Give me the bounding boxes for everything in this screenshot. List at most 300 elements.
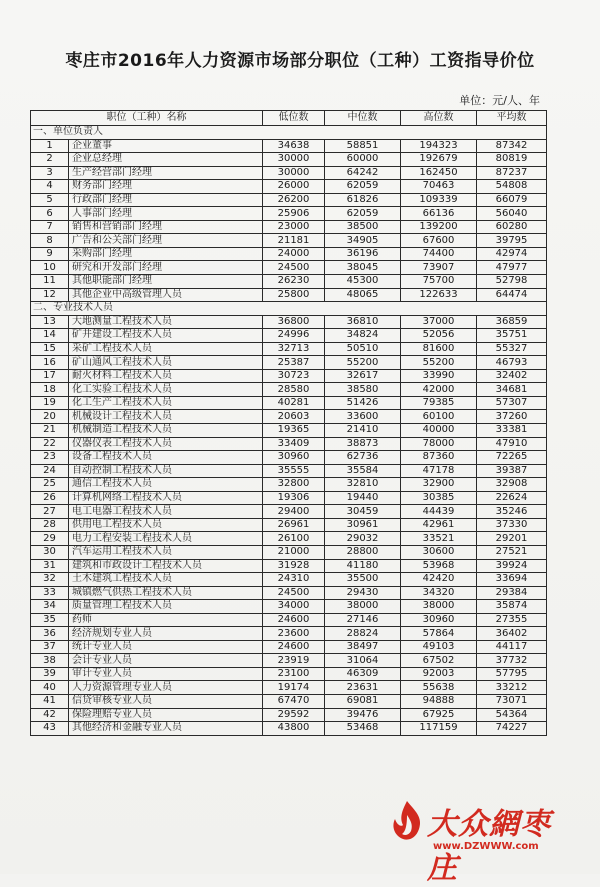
job-name: 化工实验工程技术人员: [69, 383, 263, 397]
row-index: 42: [31, 708, 69, 722]
low-value: 24000: [263, 247, 325, 261]
mid-value: 62059: [325, 207, 401, 221]
row-index: 30: [31, 545, 69, 559]
table-row: [31, 681, 547, 695]
row-index: 13: [31, 315, 69, 329]
table-row: [31, 722, 547, 736]
low-value: 26200: [263, 193, 325, 207]
row-index: 18: [31, 383, 69, 397]
row-index: 14: [31, 329, 69, 343]
table-row: [31, 545, 547, 559]
job-name: 土木建筑工程技术人员: [69, 573, 263, 587]
job-name: 人力资源管理专业人员: [69, 681, 263, 695]
table-row: [31, 261, 547, 275]
high-value: 47178: [401, 464, 477, 478]
row-index: 2: [31, 153, 69, 167]
avg-value: 35246: [477, 505, 547, 519]
avg-value: 37330: [477, 518, 547, 532]
header-job-name: 职位（工种）名称: [31, 111, 263, 126]
low-value: 24600: [263, 613, 325, 627]
mid-value: 64242: [325, 166, 401, 180]
low-value: 19365: [263, 424, 325, 438]
low-value: 30000: [263, 166, 325, 180]
table-row: [31, 613, 547, 627]
row-index: 33: [31, 586, 69, 600]
high-value: 60100: [401, 410, 477, 424]
low-value: 34000: [263, 600, 325, 614]
low-value: 67470: [263, 694, 325, 708]
mid-value: 38500: [325, 220, 401, 234]
job-name: 设备工程技术人员: [69, 451, 263, 465]
avg-value: 74227: [477, 722, 547, 736]
avg-value: 35751: [477, 329, 547, 343]
job-name: 行政部门经理: [69, 193, 263, 207]
high-value: 75700: [401, 275, 477, 289]
row-index: 36: [31, 627, 69, 641]
header-avg: 平均数: [477, 111, 547, 126]
high-value: 67600: [401, 234, 477, 248]
avg-value: 33381: [477, 424, 547, 438]
job-name: 会计专业人员: [69, 654, 263, 668]
avg-value: 42974: [477, 247, 547, 261]
low-value: 24310: [263, 573, 325, 587]
mid-value: 62059: [325, 180, 401, 194]
high-value: 42420: [401, 573, 477, 587]
high-value: 42961: [401, 518, 477, 532]
mid-value: 23631: [325, 681, 401, 695]
mid-value: 31064: [325, 654, 401, 668]
table-header-row: [31, 111, 547, 126]
avg-value: 39387: [477, 464, 547, 478]
table-row: [31, 518, 547, 532]
mid-value: 50510: [325, 342, 401, 356]
job-name: 仪器仪表工程技术人员: [69, 437, 263, 451]
high-value: 37000: [401, 315, 477, 329]
low-value: 26961: [263, 518, 325, 532]
table-row: [31, 342, 547, 356]
mid-value: 61826: [325, 193, 401, 207]
mid-value: 19440: [325, 491, 401, 505]
avg-value: 34681: [477, 383, 547, 397]
avg-value: 33212: [477, 681, 547, 695]
avg-value: 87342: [477, 139, 547, 153]
mid-value: 27146: [325, 613, 401, 627]
table-row: [31, 559, 547, 573]
job-name: 研究和开发部门经理: [69, 261, 263, 275]
table-row: [31, 600, 547, 614]
row-index: 6: [31, 207, 69, 221]
mid-value: 41180: [325, 559, 401, 573]
mid-value: 28824: [325, 627, 401, 641]
high-value: 53968: [401, 559, 477, 573]
mid-value: 34905: [325, 234, 401, 248]
high-value: 67502: [401, 654, 477, 668]
mid-value: 45300: [325, 275, 401, 289]
unit-note: 单位：元/人、年: [459, 94, 540, 107]
table-row: [31, 694, 547, 708]
table-row: [31, 708, 547, 722]
row-index: 11: [31, 275, 69, 289]
row-index: 5: [31, 193, 69, 207]
low-value: 35555: [263, 464, 325, 478]
row-index: 40: [31, 681, 69, 695]
low-value: 25800: [263, 288, 325, 302]
low-value: 24500: [263, 261, 325, 275]
high-value: 30960: [401, 613, 477, 627]
section-1-label: 一、单位负责人: [31, 126, 547, 140]
row-index: 27: [31, 505, 69, 519]
low-value: 24600: [263, 640, 325, 654]
job-name: 企业总经理: [69, 153, 263, 167]
mid-value: 69081: [325, 694, 401, 708]
mid-value: 30459: [325, 505, 401, 519]
job-name: 电力工程安装工程技术人员: [69, 532, 263, 546]
row-index: 17: [31, 369, 69, 383]
job-name: 采矿工程技术人员: [69, 342, 263, 356]
low-value: 33409: [263, 437, 325, 451]
table-row: [31, 180, 547, 194]
high-value: 122633: [401, 288, 477, 302]
low-value: 23000: [263, 220, 325, 234]
low-value: 21000: [263, 545, 325, 559]
mid-value: 38580: [325, 383, 401, 397]
table-body: [31, 126, 547, 736]
low-value: 32713: [263, 342, 325, 356]
mid-value: 55200: [325, 356, 401, 370]
mid-value: 60000: [325, 153, 401, 167]
high-value: 42000: [401, 383, 477, 397]
row-index: 7: [31, 220, 69, 234]
high-value: 49103: [401, 640, 477, 654]
job-name: 信贷审核专业人员: [69, 694, 263, 708]
mid-value: 53468: [325, 722, 401, 736]
job-name: 供用电工程技术人员: [69, 518, 263, 532]
low-value: 32800: [263, 478, 325, 492]
low-value: 19306: [263, 491, 325, 505]
row-index: 41: [31, 694, 69, 708]
avg-value: 66079: [477, 193, 547, 207]
row-index: 39: [31, 667, 69, 681]
low-value: 19174: [263, 681, 325, 695]
watermark-url: www.DZWWW.com: [433, 841, 539, 852]
table-row: [31, 329, 547, 343]
avg-value: 60280: [477, 220, 547, 234]
mid-value: 33600: [325, 410, 401, 424]
job-name: 销售和营销部门经理: [69, 220, 263, 234]
mid-value: 48065: [325, 288, 401, 302]
section-2-label: 二、专业技术人员: [31, 302, 547, 316]
job-name: 广告和公关部门经理: [69, 234, 263, 248]
table-row: [31, 234, 547, 248]
high-value: 33990: [401, 369, 477, 383]
avg-value: 57795: [477, 667, 547, 681]
mid-value: 51426: [325, 396, 401, 410]
avg-value: 46793: [477, 356, 547, 370]
job-name: 耐火材料工程技术人员: [69, 369, 263, 383]
job-name: 矿山通风工程技术人员: [69, 356, 263, 370]
row-index: 3: [31, 166, 69, 180]
job-name: 矿井建设工程技术人员: [69, 329, 263, 343]
section-row: [31, 126, 547, 140]
job-name: 通信工程技术人员: [69, 478, 263, 492]
low-value: 24996: [263, 329, 325, 343]
mid-value: 35500: [325, 573, 401, 587]
table-row: [31, 640, 547, 654]
job-name: 审计专业人员: [69, 667, 263, 681]
job-name: 其他企业中高级管理人员: [69, 288, 263, 302]
header-low: 低位数: [263, 111, 325, 126]
low-value: 23600: [263, 627, 325, 641]
row-index: 16: [31, 356, 69, 370]
table-row: [31, 220, 547, 234]
table-row: [31, 532, 547, 546]
mid-value: 29032: [325, 532, 401, 546]
high-value: 79385: [401, 396, 477, 410]
mid-value: 35584: [325, 464, 401, 478]
row-index: 34: [31, 600, 69, 614]
low-value: 28580: [263, 383, 325, 397]
job-name: 统计专业人员: [69, 640, 263, 654]
row-index: 15: [31, 342, 69, 356]
high-value: 87360: [401, 451, 477, 465]
high-value: 30385: [401, 491, 477, 505]
job-name: 质量管理工程技术人员: [69, 600, 263, 614]
row-index: 4: [31, 180, 69, 194]
job-name: 采购部门经理: [69, 247, 263, 261]
row-index: 23: [31, 451, 69, 465]
high-value: 139200: [401, 220, 477, 234]
table-row: [31, 193, 547, 207]
high-value: 109339: [401, 193, 477, 207]
high-value: 78000: [401, 437, 477, 451]
row-index: 12: [31, 288, 69, 302]
mid-value: 29430: [325, 586, 401, 600]
row-index: 32: [31, 573, 69, 587]
table-row: [31, 369, 547, 383]
low-value: 25906: [263, 207, 325, 221]
mid-value: 34824: [325, 329, 401, 343]
mid-value: 32617: [325, 369, 401, 383]
table-row: [31, 356, 547, 370]
avg-value: 64474: [477, 288, 547, 302]
job-name: 其他职能部门经理: [69, 275, 263, 289]
low-value: 23100: [263, 667, 325, 681]
watermark-logo: [385, 795, 575, 886]
avg-value: 29201: [477, 532, 547, 546]
high-value: 30600: [401, 545, 477, 559]
avg-value: 80819: [477, 153, 547, 167]
job-name: 建筑和市政设计工程技术人员: [69, 559, 263, 573]
job-name: 经济规划专业人员: [69, 627, 263, 641]
row-index: 20: [31, 410, 69, 424]
row-index: 8: [31, 234, 69, 248]
table-row: [31, 166, 547, 180]
job-name: 人事部门经理: [69, 207, 263, 221]
row-index: 43: [31, 722, 69, 736]
low-value: 40281: [263, 396, 325, 410]
high-value: 44439: [401, 505, 477, 519]
avg-value: 36859: [477, 315, 547, 329]
avg-value: 52798: [477, 275, 547, 289]
mid-value: 46309: [325, 667, 401, 681]
low-value: 29592: [263, 708, 325, 722]
table-row: [31, 586, 547, 600]
row-index: 9: [31, 247, 69, 261]
row-index: 24: [31, 464, 69, 478]
row-index: 29: [31, 532, 69, 546]
table-row: [31, 153, 547, 167]
section-row: [31, 302, 547, 316]
table-row: [31, 464, 547, 478]
wage-table: [30, 110, 547, 736]
avg-value: 33694: [477, 573, 547, 587]
avg-value: 32908: [477, 478, 547, 492]
job-name: 大地测量工程技术人员: [69, 315, 263, 329]
mid-value: 38000: [325, 600, 401, 614]
mid-value: 36810: [325, 315, 401, 329]
high-value: 32900: [401, 478, 477, 492]
table-row: [31, 451, 547, 465]
job-name: 保险理赔专业人员: [69, 708, 263, 722]
table-row: [31, 275, 547, 289]
high-value: 194323: [401, 139, 477, 153]
row-index: 10: [31, 261, 69, 275]
job-name: 企业董事: [69, 139, 263, 153]
mid-value: 36196: [325, 247, 401, 261]
low-value: 26000: [263, 180, 325, 194]
high-value: 33521: [401, 532, 477, 546]
low-value: 34638: [263, 139, 325, 153]
high-value: 40000: [401, 424, 477, 438]
job-name: 生产经营部门经理: [69, 166, 263, 180]
avg-value: 39795: [477, 234, 547, 248]
avg-value: 72265: [477, 451, 547, 465]
low-value: 25387: [263, 356, 325, 370]
high-value: 117159: [401, 722, 477, 736]
avg-value: 73071: [477, 694, 547, 708]
avg-value: 47977: [477, 261, 547, 275]
avg-value: 32402: [477, 369, 547, 383]
avg-value: 56040: [477, 207, 547, 221]
avg-value: 29384: [477, 586, 547, 600]
avg-value: 47910: [477, 437, 547, 451]
avg-value: 27355: [477, 613, 547, 627]
table-row: [31, 424, 547, 438]
table-row: [31, 491, 547, 505]
high-value: 74400: [401, 247, 477, 261]
high-value: 55638: [401, 681, 477, 695]
low-value: 24500: [263, 586, 325, 600]
row-index: 21: [31, 424, 69, 438]
table-row: [31, 383, 547, 397]
row-index: 26: [31, 491, 69, 505]
avg-value: 44117: [477, 640, 547, 654]
job-name: 电工电器工程技术人员: [69, 505, 263, 519]
high-value: 81600: [401, 342, 477, 356]
row-index: 31: [31, 559, 69, 573]
low-value: 30960: [263, 451, 325, 465]
mid-value: 58851: [325, 139, 401, 153]
table-row: [31, 207, 547, 221]
avg-value: 27521: [477, 545, 547, 559]
table-row: [31, 396, 547, 410]
mid-value: 38045: [325, 261, 401, 275]
table-row: [31, 139, 547, 153]
row-index: 38: [31, 654, 69, 668]
avg-value: 22624: [477, 491, 547, 505]
job-name: 化工生产工程技术人员: [69, 396, 263, 410]
avg-value: 57307: [477, 396, 547, 410]
low-value: 21181: [263, 234, 325, 248]
avg-value: 37732: [477, 654, 547, 668]
job-name: 其他经济和金融专业人员: [69, 722, 263, 736]
table-row: [31, 627, 547, 641]
high-value: 52056: [401, 329, 477, 343]
flame-icon: [385, 799, 429, 843]
header-mid: 中位数: [325, 111, 401, 126]
job-name: 汽车运用工程技术人员: [69, 545, 263, 559]
high-value: 34320: [401, 586, 477, 600]
high-value: 94888: [401, 694, 477, 708]
row-index: 22: [31, 437, 69, 451]
low-value: 43800: [263, 722, 325, 736]
row-index: 19: [31, 396, 69, 410]
job-name: 药师: [69, 613, 263, 627]
low-value: 26100: [263, 532, 325, 546]
table-row: [31, 478, 547, 492]
avg-value: 54364: [477, 708, 547, 722]
mid-value: 28800: [325, 545, 401, 559]
row-index: 37: [31, 640, 69, 654]
table-row: [31, 247, 547, 261]
high-value: 73907: [401, 261, 477, 275]
job-name: 计算机网络工程技术人员: [69, 491, 263, 505]
table-row: [31, 505, 547, 519]
mid-value: 32810: [325, 478, 401, 492]
row-index: 1: [31, 139, 69, 153]
table-row: [31, 667, 547, 681]
avg-value: 87237: [477, 166, 547, 180]
header-high: 高位数: [401, 111, 477, 126]
avg-value: 55327: [477, 342, 547, 356]
mid-value: 30961: [325, 518, 401, 532]
table-row: [31, 288, 547, 302]
avg-value: 54808: [477, 180, 547, 194]
document-title: 枣庄市2016年人力资源市场部分职位（工种）工资指导价位: [65, 51, 535, 71]
avg-value: 35874: [477, 600, 547, 614]
job-name: 机械设计工程技术人员: [69, 410, 263, 424]
high-value: 38000: [401, 600, 477, 614]
low-value: 29400: [263, 505, 325, 519]
mid-value: 62736: [325, 451, 401, 465]
table-row: [31, 315, 547, 329]
mid-value: 39476: [325, 708, 401, 722]
low-value: 31928: [263, 559, 325, 573]
table-row: [31, 437, 547, 451]
table-row: [31, 573, 547, 587]
high-value: 55200: [401, 356, 477, 370]
avg-value: 37260: [477, 410, 547, 424]
table-row: [31, 654, 547, 668]
job-name: 自动控制工程技术人员: [69, 464, 263, 478]
avg-value: 39924: [477, 559, 547, 573]
row-index: 25: [31, 478, 69, 492]
low-value: 26230: [263, 275, 325, 289]
job-name: 机械制造工程技术人员: [69, 424, 263, 438]
row-index: 35: [31, 613, 69, 627]
high-value: 92003: [401, 667, 477, 681]
mid-value: 38873: [325, 437, 401, 451]
